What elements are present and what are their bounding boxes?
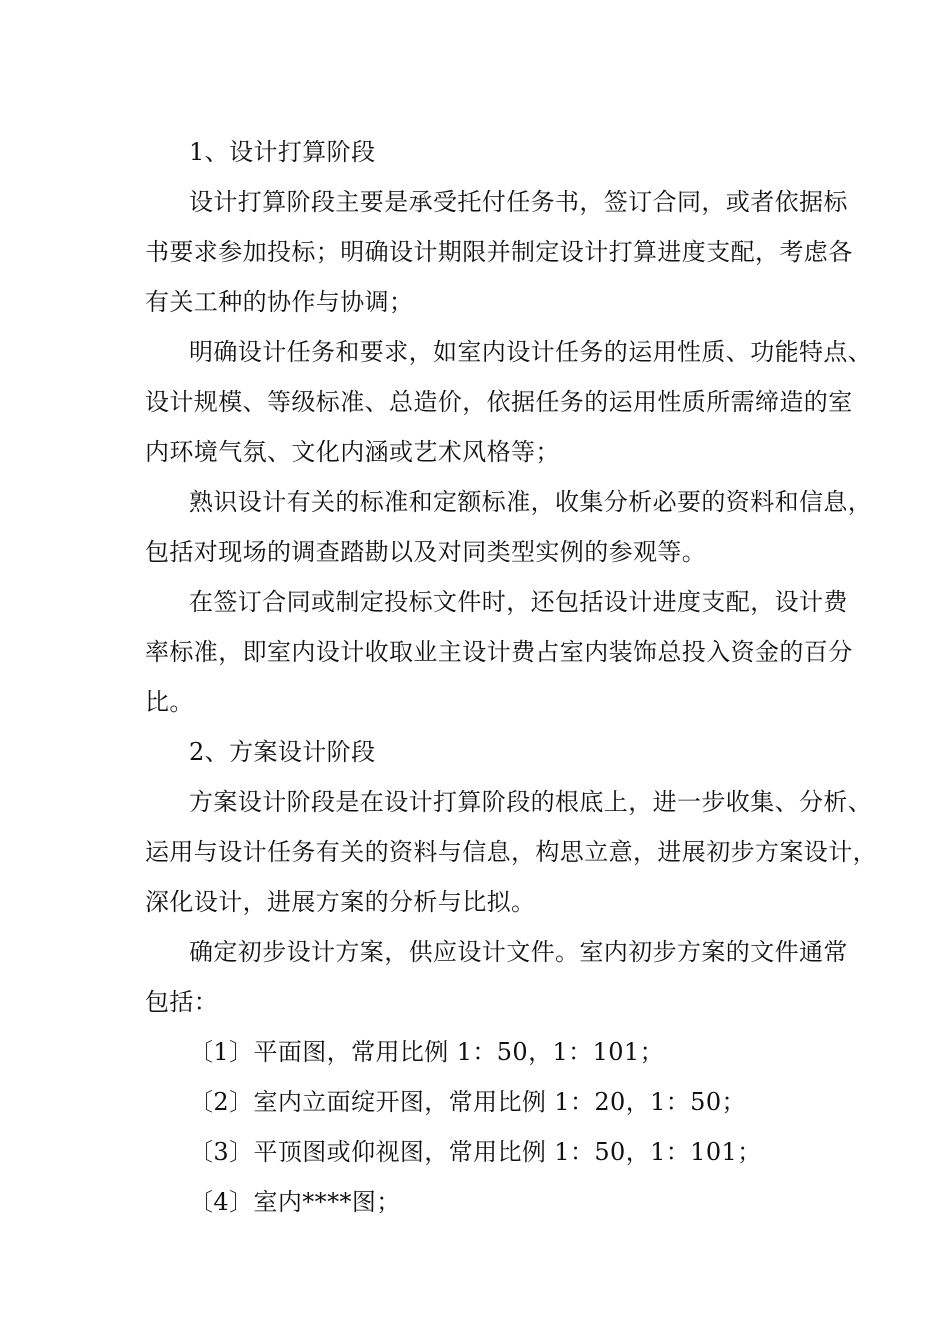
paragraph-line: 明确设计任务和要求，如室内设计任务的运用性质、功能特点、 [189,338,873,366]
paragraph-line: 包括： [145,988,219,1016]
paragraph-line: 内环境气氛、文化内涵或艺术风格等； [145,438,560,466]
section-heading: 1、设计打算阶段 [189,138,376,166]
paragraph-line: 确定初步设计方案，供应设计文件。室内初步方案的文件通常 [189,938,848,966]
paragraph-line: 方案设计阶段是在设计打算阶段的根底上，进一步收集、分析、 [189,788,873,816]
paragraph-line: 设计打算阶段主要是承受托付任务书，签订合同，或者依据标 [189,188,848,216]
paragraph-line: 率标准，即室内设计收取业主设计费占室内装饰总投入资金的百分 [145,638,853,666]
paragraph-line: 设计规模、等级标准、总造价，依据任务的运用性质所需缔造的室 [145,388,853,416]
list-item: 〔1〕平面图，常用比例 1：50，1：101； [189,1038,664,1066]
paragraph-line: 运用与设计任务有关的资料与信息，构思立意，进展初步方案设计， [145,838,877,866]
paragraph-line: 熟识设计有关的标准和定额标准，收集分析必要的资料和信息， [189,488,873,516]
paragraph-line: 包括对现场的调查踏勘以及对同类型实例的参观等。 [145,538,707,566]
list-item: 〔4〕室内****图； [189,1188,401,1216]
paragraph-line: 在签订合同或制定投标文件时，还包括设计进度支配，设计费 [189,588,848,616]
paragraph-line: 比。 [145,688,194,716]
section-heading: 2、方案设计阶段 [189,738,376,766]
list-item: 〔2〕室内立面绽开图，常用比例 1：20，1：50； [189,1088,746,1116]
paragraph-line: 书要求参加投标；明确设计期限并制定设计打算进度支配，考虑各 [145,238,853,266]
list-item: 〔3〕平顶图或仰视图，常用比例 1：50，1：101； [189,1138,762,1166]
paragraph-line: 有关工种的协作与协调； [145,288,414,316]
paragraph-line: 深化设计，进展方案的分析与比拟。 [145,888,536,916]
